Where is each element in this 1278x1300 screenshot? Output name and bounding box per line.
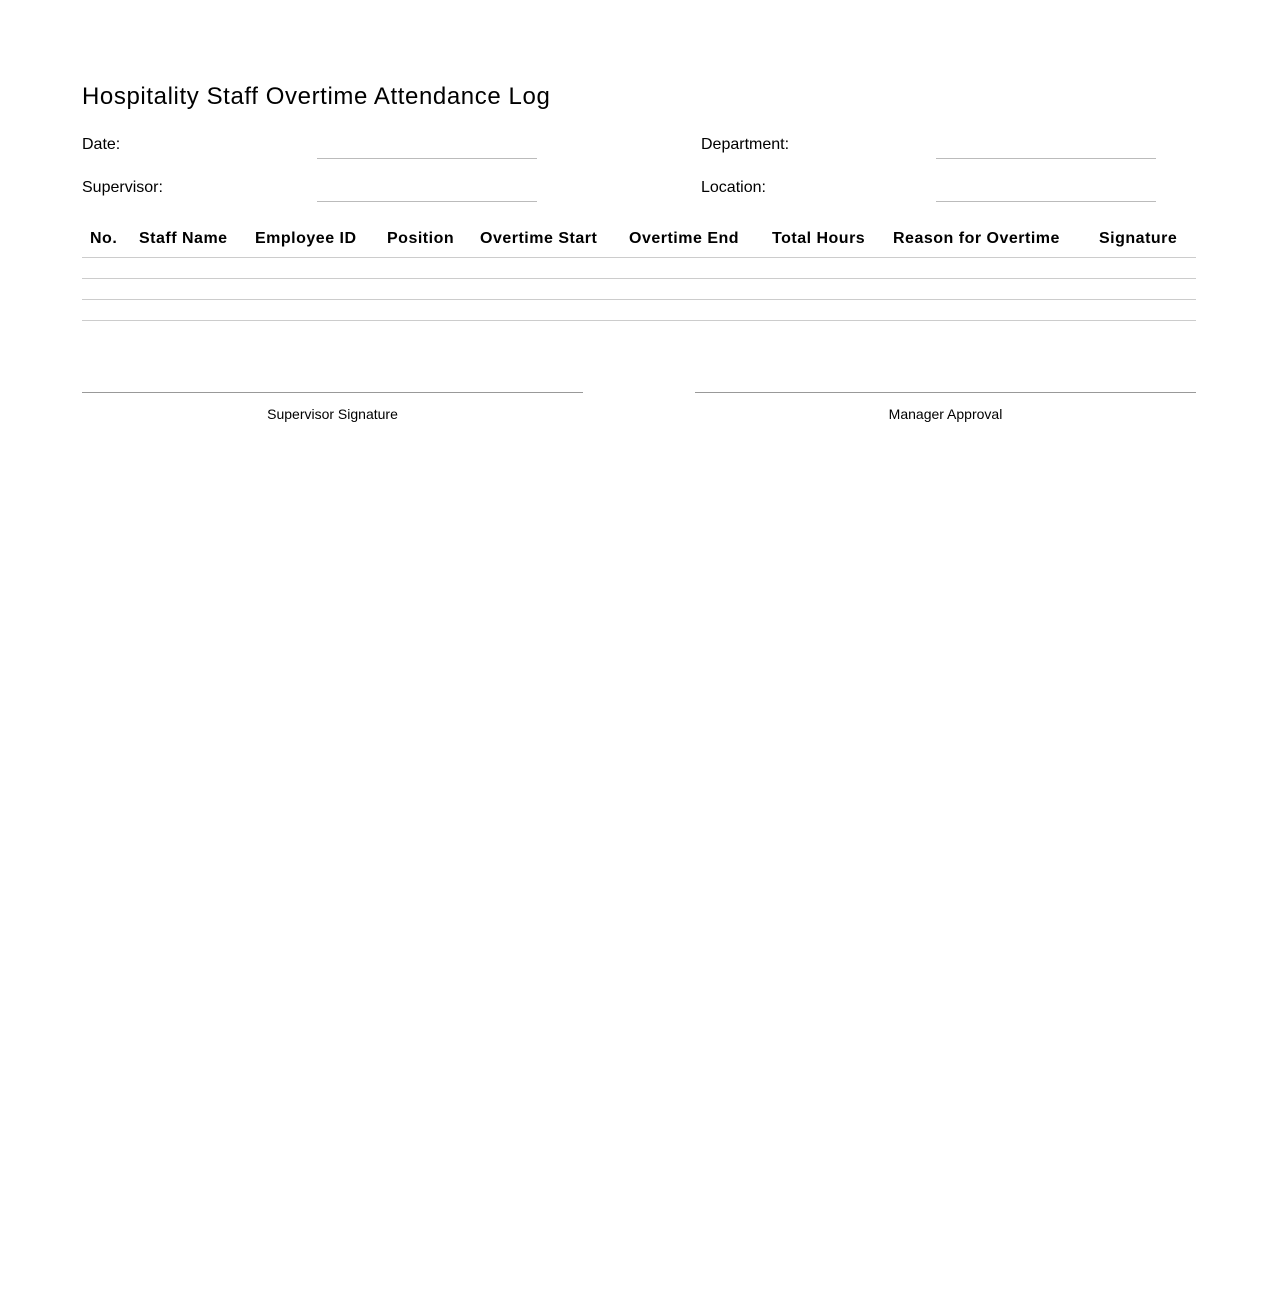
header-reason: Reason for Overtime — [885, 222, 1091, 258]
header-staff-name: Staff Name — [131, 222, 247, 258]
supervisor-signature-label: Supervisor Signature — [267, 406, 398, 422]
date-field[interactable] — [317, 158, 537, 159]
table-cell[interactable] — [472, 258, 621, 279]
table-cell[interactable] — [885, 279, 1091, 300]
table-cell[interactable] — [379, 300, 472, 321]
table-cell[interactable] — [247, 279, 379, 300]
table-cell[interactable] — [472, 300, 621, 321]
table-cell[interactable] — [764, 279, 885, 300]
table-cell[interactable] — [247, 300, 379, 321]
table-cell[interactable] — [885, 300, 1091, 321]
header-signature: Signature — [1091, 222, 1196, 258]
header-total-hours: Total Hours — [764, 222, 885, 258]
table-row — [82, 300, 1196, 321]
table-cell[interactable] — [247, 258, 379, 279]
table-row — [82, 279, 1196, 300]
table-cell[interactable] — [764, 258, 885, 279]
supervisor-label: Supervisor: — [82, 179, 163, 196]
table-cell[interactable] — [885, 258, 1091, 279]
table-cell[interactable] — [621, 279, 764, 300]
table-cell[interactable] — [82, 279, 131, 300]
table-cell[interactable] — [131, 279, 247, 300]
department-field[interactable] — [936, 158, 1156, 159]
table-cell[interactable] — [1091, 300, 1196, 321]
table-row — [82, 258, 1196, 279]
department-label: Department: — [701, 136, 790, 153]
supervisor-field[interactable] — [317, 201, 537, 202]
header-no: No. — [82, 222, 131, 258]
header-position: Position — [379, 222, 472, 258]
table-cell[interactable] — [131, 258, 247, 279]
table-cell[interactable] — [621, 300, 764, 321]
supervisor-signature-line[interactable] — [82, 392, 583, 393]
header-overtime-end: Overtime End — [621, 222, 764, 258]
header-employee-id: Employee ID — [247, 222, 379, 258]
table-cell[interactable] — [764, 300, 885, 321]
location-field[interactable] — [936, 201, 1156, 202]
location-label: Location: — [701, 179, 766, 196]
manager-approval-line[interactable] — [695, 392, 1196, 393]
table-cell[interactable] — [621, 258, 764, 279]
table-cell[interactable] — [82, 300, 131, 321]
date-label: Date: — [82, 136, 121, 153]
table-cell[interactable] — [472, 279, 621, 300]
table-cell[interactable] — [131, 300, 247, 321]
table-header-row — [82, 222, 1196, 258]
table-cell[interactable] — [379, 279, 472, 300]
overtime-table — [82, 222, 1196, 321]
page-title: Hospitality Staff Overtime Attendance Log — [82, 83, 551, 110]
header-overtime-start: Overtime Start — [472, 222, 621, 258]
table-cell[interactable] — [82, 258, 131, 279]
table-cell[interactable] — [379, 258, 472, 279]
table-cell[interactable] — [1091, 258, 1196, 279]
table-cell[interactable] — [1091, 279, 1196, 300]
manager-approval-label: Manager Approval — [888, 406, 1003, 422]
